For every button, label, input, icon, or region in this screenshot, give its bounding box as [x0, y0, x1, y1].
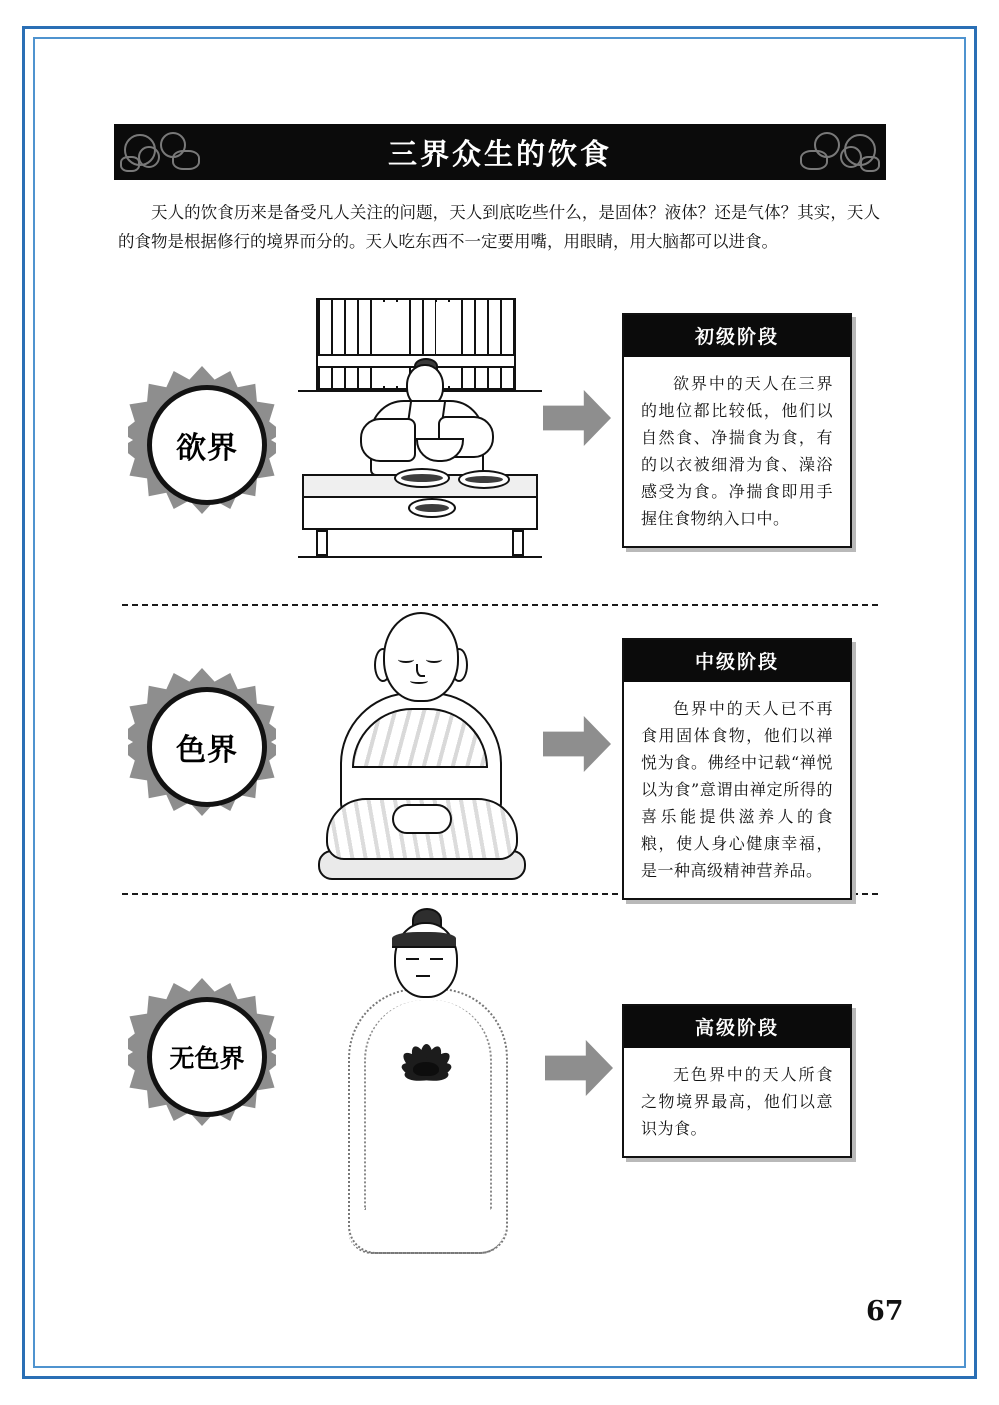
ornament-left-icon — [114, 124, 206, 180]
page-number: 67 — [866, 1296, 904, 1327]
lotus-icon — [388, 1034, 464, 1078]
realm-badge-desire — [128, 366, 276, 514]
stage-card-advanced — [622, 1004, 852, 1158]
dish-icon — [458, 470, 510, 489]
card-title: 中级阶段 — [624, 640, 850, 682]
dish-icon — [394, 468, 450, 488]
intro-paragraph: 天人的饮食历来是备受凡人关注的问题，天人到底吃些什么，是固体？液体？还是气体？其实，天人的食物是根据修行的境界而分的。天人吃东西不一定要用嘴，用眼睛，用大脑都可以进食。 — [118, 203, 880, 251]
badge-disc — [147, 385, 267, 505]
stage-card-intermediate — [622, 638, 852, 900]
page-title-banner — [114, 124, 886, 180]
card-text: 色界中的天人已不再食用固体食物，他们以禅悦为食。佛经中记载“禅悦以为食”意谓由禅定所得的喜乐能提供滋养人的食粮，使人身心健康幸福，是一种高级精神营养品。 — [641, 699, 833, 880]
stage-card-primary — [622, 313, 852, 548]
card-title: 高级阶段 — [624, 1006, 850, 1048]
bowl-icon — [408, 498, 456, 518]
badge-label: 欲界 — [176, 431, 238, 466]
badge-disc — [147, 687, 267, 807]
realm-badge-formless — [128, 978, 276, 1126]
card-text: 欲界中的天人在三界的地位都比较低，他们以自然食、净揣食为食，有的以衣被细滑为食、澡浴感受为食。净揣食即用手握住食物纳入口中。 — [641, 374, 833, 528]
card-text: 无色界中的天人所食之物境界最高，他们以意识为食。 — [641, 1065, 833, 1138]
card-title: 初级阶段 — [624, 315, 850, 357]
realm-badge-form — [128, 668, 276, 816]
badge-label: 无色界 — [169, 1044, 245, 1073]
illustration-standing-figure — [330, 908, 522, 1258]
row-separator — [122, 604, 878, 606]
badge-disc — [147, 997, 267, 1117]
badge-label: 色界 — [176, 733, 238, 768]
illustration-seated-monk — [288, 612, 550, 884]
page-title: 三界众生的饮食 — [387, 136, 612, 171]
illustration-man-eating — [298, 298, 542, 564]
ornament-right-icon — [794, 124, 886, 180]
